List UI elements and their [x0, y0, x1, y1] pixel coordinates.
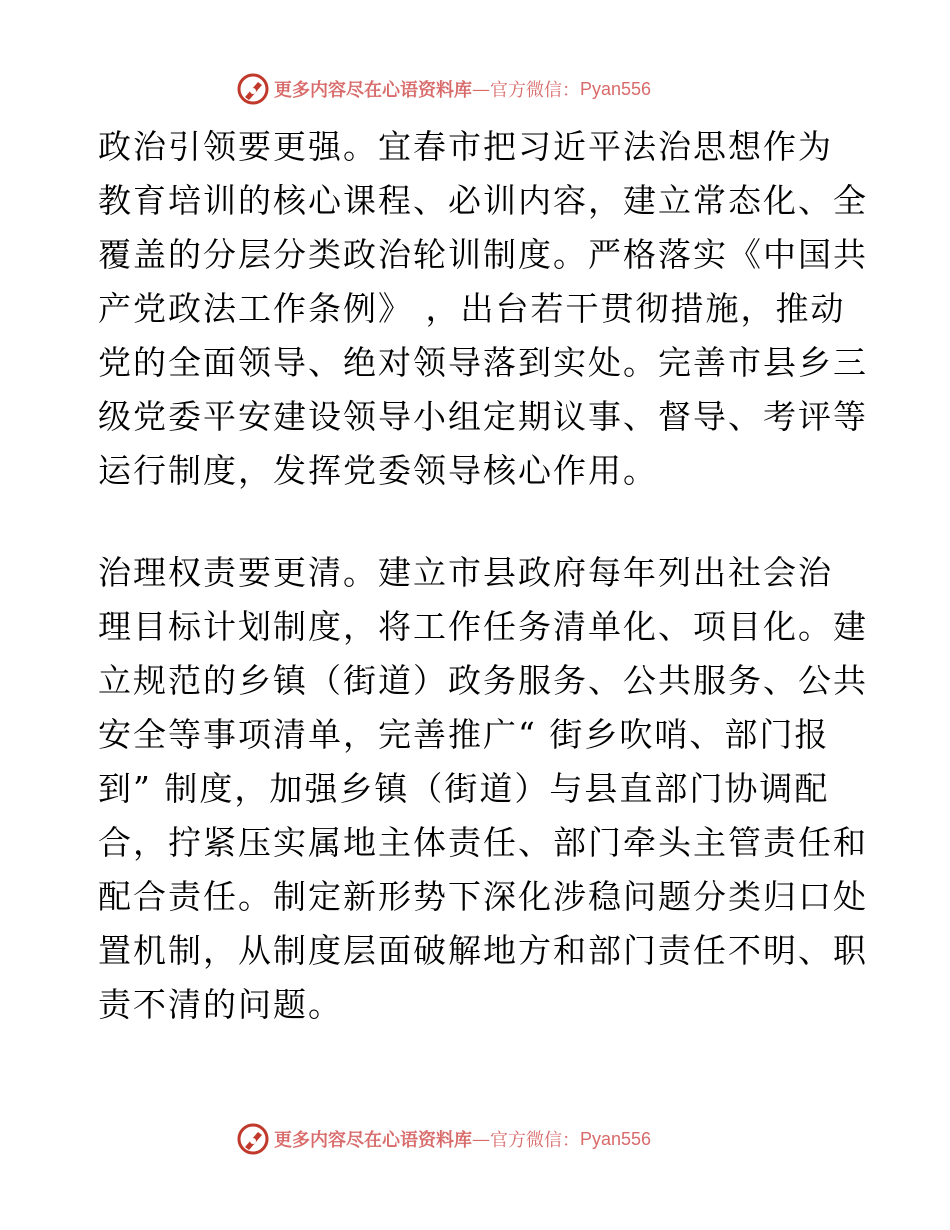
paragraph-line: 置机制，从制度层面破解地方和部门责任不明、职 — [98, 931, 868, 970]
pen-logo-icon — [236, 72, 270, 106]
paragraph-line: 运行制度，发挥党委领导核心作用。 — [98, 451, 658, 490]
pen-logo-icon — [236, 1122, 270, 1156]
paragraph-governance-responsibility — [98, 546, 868, 1032]
paragraph-line: 合，拧紧压实属地主体责任、部门牵头主管责任和 — [98, 823, 868, 862]
paragraph-line: 责不清的问题。 — [98, 985, 343, 1024]
banner-wechat-id: Pyan556 — [580, 1128, 652, 1149]
paragraph-line: 产党政法工作条例》 ，出台若干贯彻措施，推动 — [98, 289, 846, 328]
banner-dash: — — [472, 78, 490, 100]
banner-official-label: 官方微信： — [490, 1130, 580, 1151]
paragraph-line: 治理权责要更清。建立市县政府每年列出社会治 — [98, 553, 833, 592]
paragraph-line: 到” 制度，加强乡镇（街道）与县直部门协调配 — [98, 769, 830, 808]
paragraph-line: 党的全面领导、绝对领导落到实处。完善市县乡三 — [98, 343, 868, 382]
paragraph-line: 覆盖的分层分类政治轮训制度。严格落实《中国共 — [98, 235, 868, 274]
paragraph-line: 立规范的乡镇（街道）政务服务、公共服务、公共 — [98, 661, 868, 700]
banner-wechat-id: Pyan556 — [580, 78, 652, 99]
banner-main-text: 更多内容尽在心语资料库 — [274, 1130, 472, 1151]
footer-banner — [236, 1122, 651, 1156]
header-banner — [236, 72, 651, 106]
banner-official-label: 官方微信： — [490, 80, 580, 101]
paragraph-line: 安全等事项清单，完善推广“ 街乡吹哨、部门报 — [98, 715, 830, 754]
banner-main-text: 更多内容尽在心语资料库 — [274, 80, 472, 101]
paragraph-line: 政治引领要更强。宜春市把习近平法治思想作为 — [98, 127, 833, 166]
paragraph-political-leadership — [98, 120, 868, 498]
banner-dash: — — [472, 1128, 490, 1150]
paragraph-line: 教育培训的核心课程、必训内容，建立常态化、全 — [98, 181, 868, 220]
paragraph-line: 级党委平安建设领导小组定期议事、督导、考评等 — [98, 397, 868, 436]
paragraph-line: 理目标计划制度，将工作任务清单化、项目化。建 — [98, 607, 868, 646]
paragraph-line: 配合责任。制定新形势下深化涉稳问题分类归口处 — [98, 877, 868, 916]
